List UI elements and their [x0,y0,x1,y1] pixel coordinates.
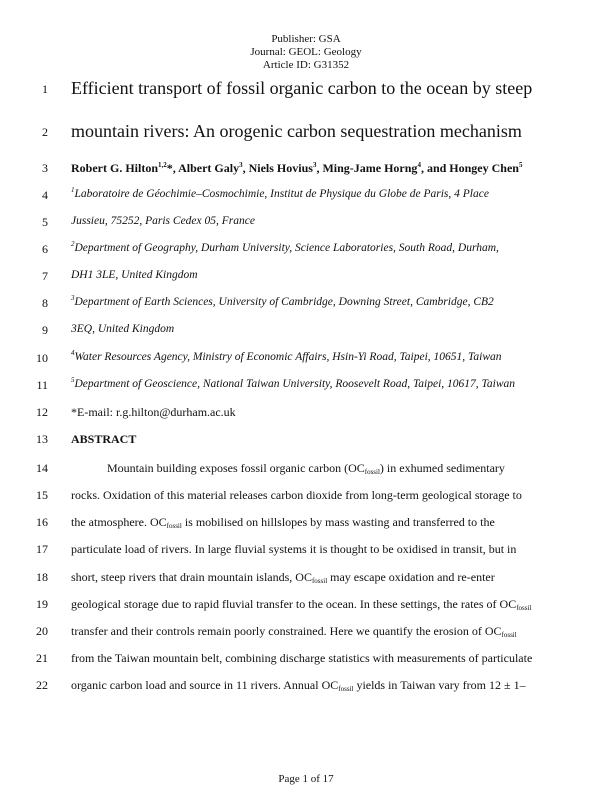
author-name: Albert Galy [178,161,240,175]
author-name: Robert G. Hilton [71,161,158,175]
line-number: 5 [42,215,48,229]
line-number: 8 [42,296,48,310]
manuscript-line [0,597,612,619]
manuscript-line [0,188,612,210]
abstract-text: geological storage due to rapid fluvial transfer to the ocean. In these settings, the rates of [71,597,500,611]
line-number: 21 [36,651,48,665]
manuscript-line [0,269,612,291]
affiliation-mark: 2 [71,240,75,248]
oc-term: OC [484,624,502,638]
manuscript-line [0,405,612,427]
line-number: 3 [42,161,48,175]
line-number: 2 [42,125,48,139]
line-number: 20 [36,624,48,638]
oc-term: OC [348,461,365,475]
abstract-text: the atmosphere. [71,515,150,529]
affiliation-text: Department of Geography, Durham University, Science Laboratories, South Road, Durham, [74,242,499,254]
journal-line: Journal: GEOL: Geology [250,46,362,58]
line-number: 13 [36,432,48,446]
abstract-text: Mountain building exposes fossil organic carbon ( [107,461,349,475]
title-line-2: mountain rivers: An orogenic carbon sequestration mechanism [71,121,522,141]
author-name: Ming-Jame Horng [322,161,418,175]
fossil-subscript: fossil [516,604,532,612]
abstract-text: yields in Taiwan vary from 12 ± 1– [353,678,526,692]
article-id-line: Article ID: G31352 [262,59,350,71]
line-number: 4 [42,188,48,202]
affiliation-3 [71,296,494,308]
manuscript-line [0,296,612,318]
abstract-line [71,515,495,530]
author-separator: , [316,161,323,175]
abstract-text: organic carbon load and source in 11 rivers. Annual [71,678,322,692]
manuscript-line [0,624,612,646]
abstract-text: ) in exhumed sedimentary [379,461,505,475]
line-number: 1 [42,82,48,96]
affiliation-1-cont: Jussieu, 75252, Paris Cedex 05, France [71,215,255,227]
manuscript-line [0,351,612,373]
manuscript-line [0,570,612,592]
fossil-subscript: fossil [338,685,354,693]
line-number: 16 [36,515,48,529]
line-number: 12 [36,405,48,419]
abstract-line: from the Taiwan mountain belt, combining discharge statistics with measurements of particulate [71,651,533,665]
oc-term: OC [295,570,312,584]
line-number: 6 [42,242,48,256]
author-affiliation-mark: 1,2 [158,161,167,169]
line-number: 11 [36,378,48,392]
abstract-line [71,570,495,585]
manuscript-line [0,515,612,537]
affiliation-text: Department of Earth Sciences, University of Cambridge, Downing Street, Cambridge, CB2 [74,296,494,308]
abstract-line [71,461,505,476]
author-separator: , [242,161,249,175]
manuscript-line [0,215,612,237]
manuscript-line [0,323,612,345]
manuscript-line [0,542,612,564]
abstract-heading: ABSTRACT [71,432,137,446]
affiliation-4 [71,351,502,363]
line-number: 18 [36,570,48,584]
abstract-text: transfer and their controls remain poorly constrained. Here we quantify the erosion of [71,624,485,638]
author-separator: *, [166,161,179,175]
author-separator: , and [420,161,450,175]
manuscript-line [0,651,612,673]
abstract-line: rocks. Oxidation of this material releases carbon dioxide from long-term geological storage to [71,488,522,502]
affiliation-text: Water Resources Agency, Ministry of Economic Affairs, Hsin-Yi Road, Taipei, 10651, Taiwan [74,351,502,363]
affiliation-text: Department of Geoscience, National Taiwan University, Roosevelt Road, Taipei, 10617, Taiwan [74,378,515,390]
affiliation-1 [71,188,489,200]
author-affiliation-mark: 3 [312,161,317,169]
abstract-text: may escape oxidation and re-enter [327,570,495,584]
manuscript-line [0,432,612,454]
manuscript-line [0,78,612,100]
corresponding-email: *E-mail: r.g.hilton@durham.ac.uk [71,405,236,419]
line-number: 17 [36,542,48,556]
affiliation-3-cont: 3EQ, United Kingdom [71,323,175,335]
fossil-subscript: fossil [311,577,328,585]
line-number: 22 [36,678,48,692]
oc-term: OC [499,597,517,611]
affiliation-mark: 5 [71,376,75,384]
line-number: 19 [36,597,48,611]
abstract-text: short, steep rivers that drain mountain islands, [71,570,296,584]
oc-term: OC [149,515,167,529]
line-number: 7 [42,269,48,283]
manuscript-line [0,678,612,700]
abstract-line [71,678,526,693]
abstract-line [71,624,517,639]
author-list [71,161,522,176]
affiliation-5 [71,378,515,390]
manuscript-line [0,461,612,483]
line-number: 15 [36,488,48,502]
page-footer: Page 1 of 17 [278,773,334,785]
fossil-subscript: fossil [364,468,380,476]
abstract-line: particulate load of rivers. In large fluvial systems it is thought to be oxidised in transit, but in [71,542,517,556]
line-number: 14 [36,461,48,475]
author-affiliation-mark: 5 [518,161,523,169]
manuscript-line [0,121,612,143]
author-name: Hongey Chen [449,161,519,175]
fossil-subscript: fossil [501,631,517,639]
manuscript-line [0,161,612,183]
affiliation-mark: 4 [71,349,75,357]
page-header [0,33,612,72]
line-number: 9 [42,323,48,337]
abstract-text: is mobilised on hillslopes by mass wasting and transferred to the [181,515,495,529]
manuscript-line [0,242,612,264]
author-name: Niels Hovius [248,161,313,175]
oc-term: OC [321,678,339,692]
author-affiliation-mark: 3 [239,161,243,169]
affiliation-2-cont: DH1 3LE, United Kingdom [71,269,198,281]
publisher-line: Publisher: GSA [271,33,341,45]
manuscript-line [0,378,612,400]
title-line-1: Efficient transport of fossil organic carbon to the ocean by steep [71,78,533,98]
line-number: 10 [36,351,48,365]
affiliation-mark: 1 [71,186,75,194]
abstract-line [71,597,531,612]
author-affiliation-mark: 4 [417,161,421,169]
affiliation-text: Laboratoire de Géochimie–Cosmochimie, Institut de Physique du Globe de Paris, 4 Place [74,188,489,200]
manuscript-line [0,488,612,510]
affiliation-2 [71,242,499,254]
fossil-subscript: fossil [166,522,182,530]
affiliation-mark: 3 [71,294,75,302]
